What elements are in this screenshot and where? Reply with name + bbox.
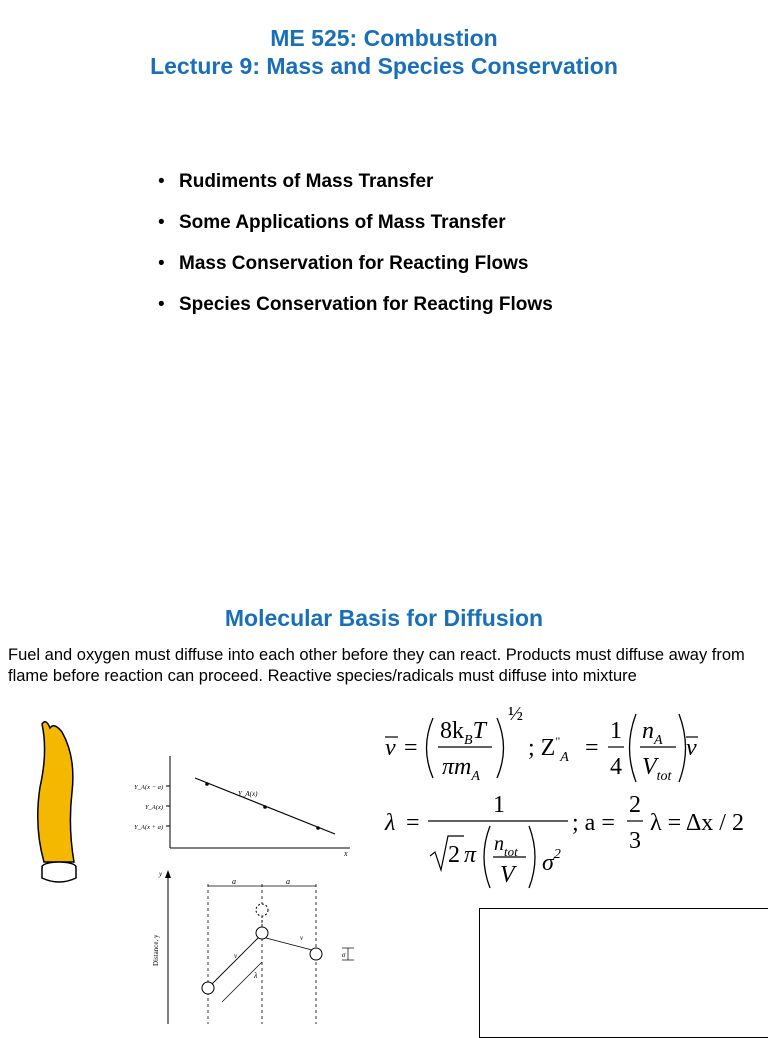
equals-sign: =	[585, 735, 599, 761]
eq2-three: 3	[629, 828, 641, 854]
lecture-title: Lecture 9: Mass and Species Conservation	[150, 53, 618, 79]
equation-mean-free-path	[384, 792, 744, 888]
eq2-V: V	[500, 862, 515, 888]
diagram-y-letter: y	[159, 870, 163, 878]
eq2-sigma: $\sigma^2$	[542, 847, 561, 876]
lambda-symbol: λ	[385, 810, 396, 836]
bullet-item: • Species Conservation for Reacting Flows	[158, 293, 553, 334]
v-bar-symbol: v	[385, 735, 396, 761]
equals-sign: =	[406, 810, 420, 836]
v-bar-symbol: v	[686, 735, 697, 761]
equals-sign: =	[404, 735, 418, 761]
eq2-root: 2	[448, 842, 460, 868]
eq2-n: $n_{tot}$	[494, 833, 518, 859]
eq1-frac-num: 1	[610, 718, 622, 744]
point-center	[263, 805, 267, 809]
eq2-two: 2	[629, 792, 641, 818]
y-label-center: Y_A(x)	[144, 804, 163, 811]
slide-2-title: Molecular Basis for Diffusion	[224, 605, 544, 631]
equations	[380, 700, 760, 890]
flame-shape	[38, 722, 74, 862]
eq1-separator: ; $Z^"_A$	[528, 734, 569, 765]
intro-paragraph: Fuel and oxygen must diffuse into each other before they can react. Products must diffuse away from flame before reaction can proceed. Reactive species/radicals must diffuse into mixture	[8, 646, 745, 685]
flame-illustration	[30, 712, 90, 884]
velocity-label-left: v	[234, 952, 238, 960]
eq2-pi: π	[464, 842, 477, 868]
y-label-plus: Y_A(x + a)	[134, 824, 163, 831]
eq2-numerator: 1	[493, 792, 505, 818]
course-title: ME 525: Combustion	[270, 25, 498, 51]
a-label-left: a	[232, 877, 236, 886]
point-plus	[316, 826, 320, 830]
bullet-item: • Mass Conservation for Reacting Flows	[158, 252, 553, 293]
empty-box	[479, 908, 768, 1038]
equation-mean-speed	[385, 703, 698, 784]
velocity-label-right: v	[300, 934, 304, 942]
topic-list	[158, 170, 553, 334]
a-label-right: a	[286, 877, 290, 886]
molecule-diagram	[150, 866, 370, 1024]
lambda-label: λ	[254, 971, 258, 980]
eq1-exponent: ½	[508, 703, 523, 725]
sigma-label: σ	[342, 951, 346, 959]
eq1-V: $V_{tot}$	[642, 754, 672, 784]
concentration-graph	[125, 748, 360, 860]
eq2-tail: λ = Δx / 2	[650, 810, 744, 836]
eq1-denominator: $\pi m_A$	[442, 754, 480, 784]
eq2-separator: ; a =	[572, 810, 615, 836]
point-minus	[205, 782, 209, 786]
bullet-item: • Rudiments of Mass Transfer	[158, 170, 553, 211]
bullet-item: • Some Applications of Mass Transfer	[158, 211, 553, 252]
eq1-numerator: $8k_BT$	[440, 718, 486, 748]
eq1-frac-den: 4	[610, 754, 622, 780]
eq1-n: $n_A$	[642, 718, 663, 748]
y-label-minus: Y_A(x − a)	[134, 784, 163, 791]
diagram-y-label: Distance, y	[152, 934, 160, 966]
burner-base	[42, 868, 76, 882]
line-label: Y_A(x)	[238, 790, 258, 798]
x-axis-label: x	[344, 849, 348, 858]
